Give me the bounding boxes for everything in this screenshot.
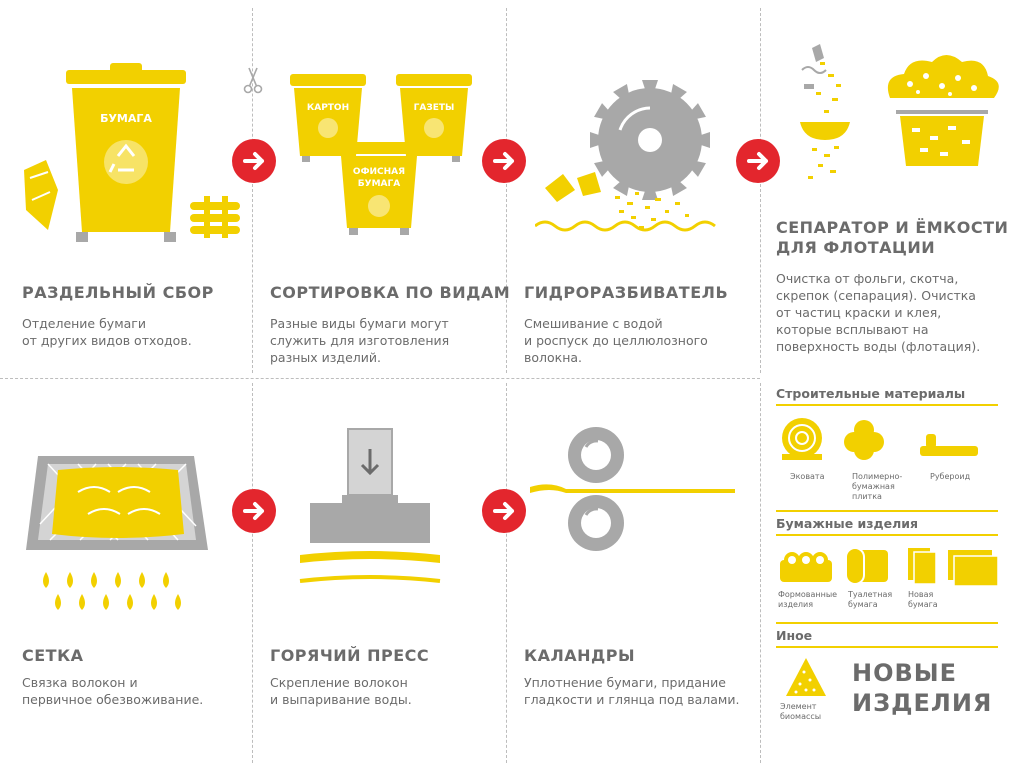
divider <box>776 404 998 406</box>
svg-text:БУМАГА: БУМАГА <box>357 179 401 189</box>
paper-products-icons <box>776 544 1000 588</box>
product-label: Полимерно- бумажная плитка <box>852 472 903 501</box>
product-label: Новая бумага <box>908 590 938 609</box>
step-title: РАЗДЕЛЬНЫЙ СБОР <box>22 283 214 302</box>
building-products-icons <box>776 416 1000 466</box>
step-description: Связка волокон и первичное обезвоживание. <box>22 675 204 707</box>
arrow-right-icon <box>232 139 276 183</box>
roofing-icon <box>920 434 978 456</box>
svg-text:ОФИСНАЯ: ОФИСНАЯ <box>352 167 406 177</box>
section-heading: Строительные материалы <box>776 386 966 401</box>
divider <box>776 646 998 648</box>
product-label: Туалетная бумага <box>848 590 893 609</box>
divider <box>252 383 253 763</box>
divider <box>776 622 998 624</box>
paper-bin-illustration <box>18 60 248 250</box>
product-label: Формованные изделия <box>778 590 838 609</box>
hot-press-illustration <box>290 425 450 605</box>
toilet-paper-icon <box>846 548 888 584</box>
tile-icon <box>844 420 884 460</box>
section-heading: Иное <box>776 628 813 643</box>
step-description: Отделение бумаги от других видов отходов. <box>22 316 192 348</box>
new-products-title: НОВЫЕ ИЗДЕЛИЯ <box>852 659 993 717</box>
wire-mesh-illustration <box>18 450 218 620</box>
divider <box>506 383 507 763</box>
separator-flotation-illustration <box>790 40 1010 200</box>
divider <box>760 383 761 763</box>
product-label: Рубероид <box>930 472 971 481</box>
divider <box>252 8 253 373</box>
paper-sheets-icon <box>908 548 936 584</box>
step-title: КАЛАНДРЫ <box>524 646 636 665</box>
arrow-right-icon <box>482 489 526 533</box>
svg-text:КАРТОН: КАРТОН <box>306 103 350 113</box>
pulper-illustration <box>535 78 735 243</box>
egg-tray-icon <box>780 552 832 582</box>
svg-text:ГАЗЕТЫ: ГАЗЕТЫ <box>413 103 455 113</box>
step-description: Скрепление волокон и выпаривание воды. <box>270 675 412 707</box>
divider <box>0 378 760 379</box>
step-title: СЕТКА <box>22 646 84 665</box>
product-label: Элемент биомассы <box>780 702 822 721</box>
step-description: Очистка от фольги, скотча, скрепок (сепарация). Очистка от частиц краски и клея, которые всплывают на поверхность воды (флотация). <box>776 271 981 354</box>
paper-stack-icon <box>948 550 998 586</box>
step-title: ГИДРОРАЗБИВАТЕЛЬ <box>524 283 729 302</box>
product-label: Эковата <box>790 472 825 481</box>
step-title: СОРТИРОВКА ПО ВИДАМ <box>270 283 511 302</box>
ecowool-icon <box>782 418 822 460</box>
arrow-right-icon <box>232 489 276 533</box>
calenders-illustration <box>530 425 745 555</box>
step-description: Разные виды бумаги могут служить для изготовления разных изделий. <box>270 316 450 365</box>
divider <box>776 534 998 536</box>
sorting-bins-illustration <box>285 66 485 246</box>
step-title: ГОРЯЧИЙ ПРЕСС <box>270 646 430 665</box>
arrow-right-icon <box>482 139 526 183</box>
biomass-icon <box>784 656 828 698</box>
section-heading: Бумажные изделия <box>776 516 919 531</box>
bin-label: БУМАГА <box>100 112 152 125</box>
divider <box>776 510 998 512</box>
arrow-right-icon <box>736 139 780 183</box>
step-description: Смешивание с водой и роспуск до целлюлозного волокна. <box>524 316 708 365</box>
step-description: Уплотнение бумаги, придание гладкости и глянца под валами. <box>524 675 740 707</box>
step-title: СЕПАРАТОР И ЁМКОСТИ ДЛЯ ФЛОТАЦИИ <box>776 218 1009 257</box>
divider <box>506 8 507 373</box>
divider <box>760 8 761 373</box>
